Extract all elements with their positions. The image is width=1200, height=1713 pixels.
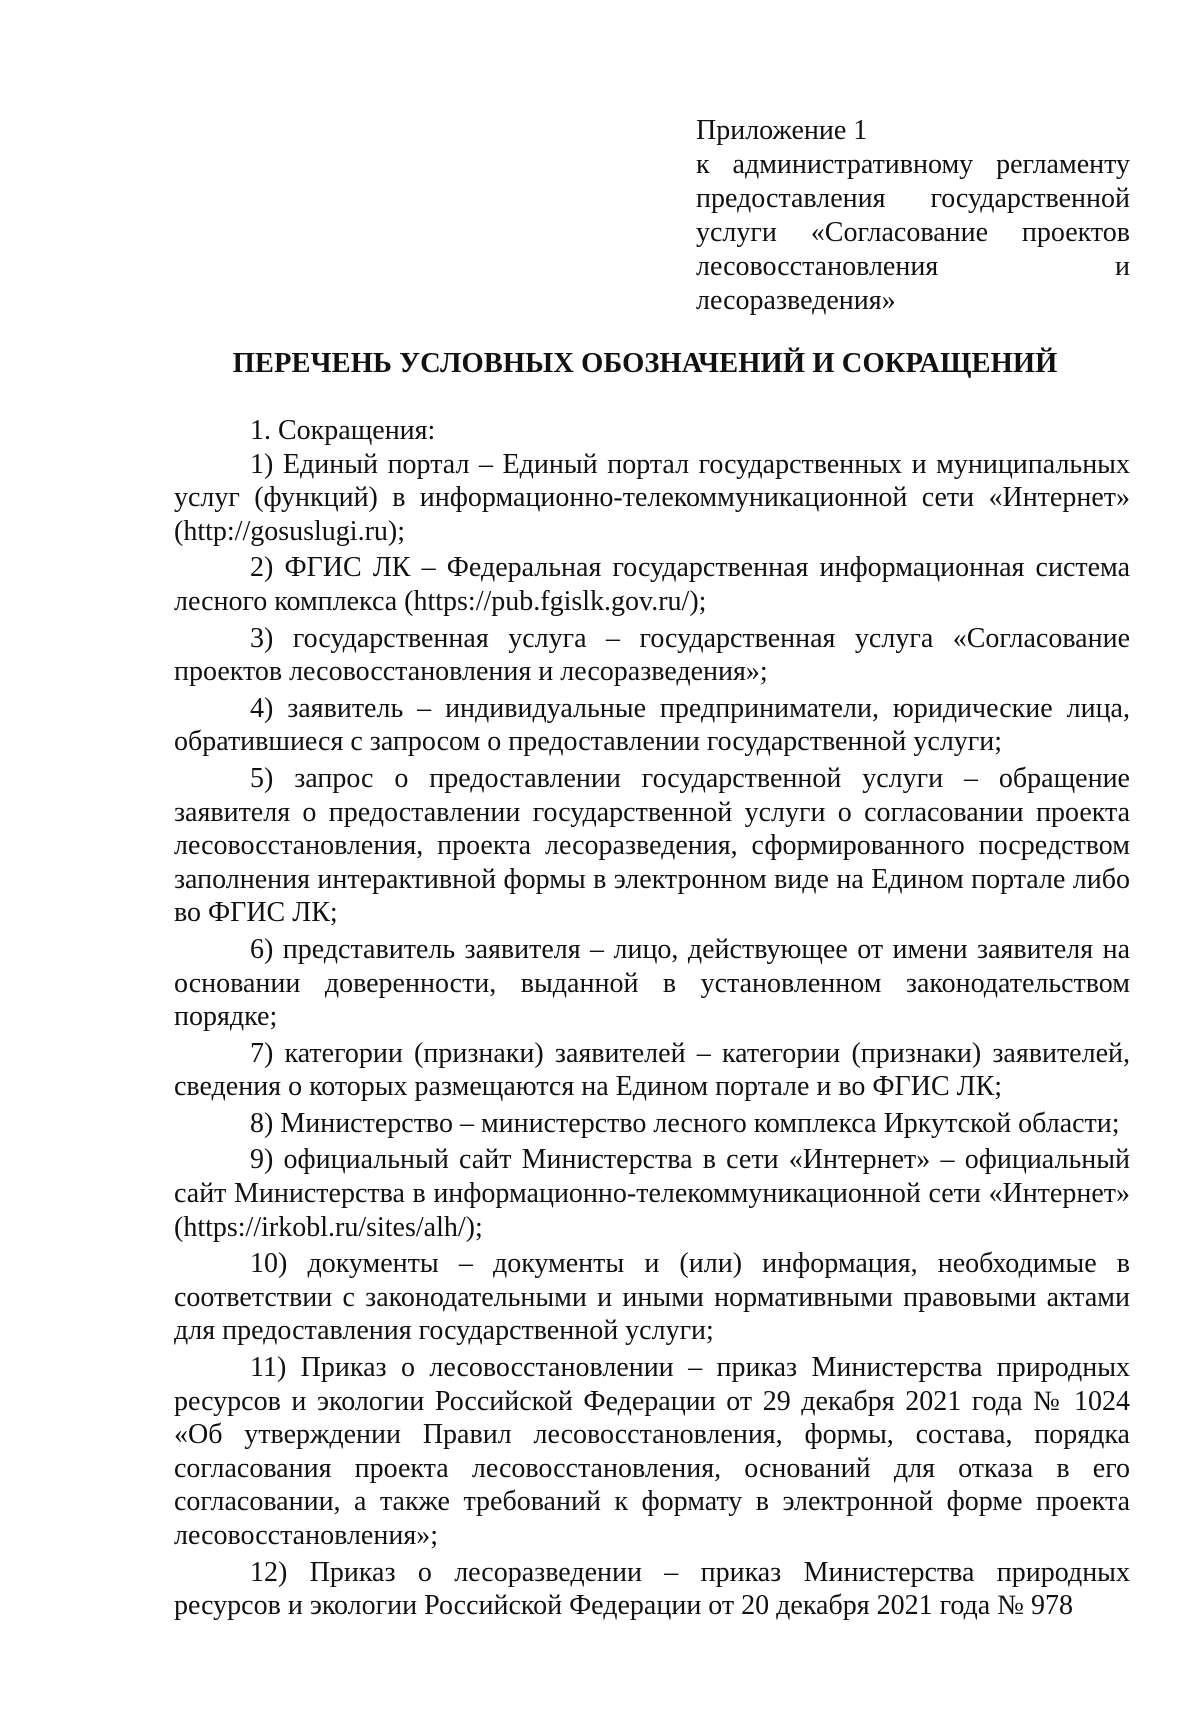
list-item: 6) представитель заявителя – лицо, действующее от имени заявителя на основании доверенности, выданной в установленном законодательством порядке; xyxy=(174,933,1130,1033)
list-item: 2) ФГИС ЛК – Федеральная государственная информационная система лесного комплекса (https://pub.fgislk.gov.ru/); xyxy=(174,552,1130,617)
list-item: 4) заявитель – индивидуальные предприниматели, юридические лица, обратившиеся с запросом о предоставлении государственной услуги; xyxy=(174,692,1130,758)
list-item: 11) Приказ о лесовосстановлении – приказ Министерства природных ресурсов и экологии Российской Федерации от 29 декабря 2021 года № 1024 «Об утверждении Правил лесовосстановления, формы, состава, порядка согласования проекта лесовосстановления, оснований для отказа в его согласовании, а также требований к формату в электронной форме проекта лесовосстановления»; xyxy=(174,1352,1130,1551)
document-body xyxy=(174,414,1130,1623)
list-item: 12) Приказ о лесоразведении – приказ Министерства природных ресурсов и экологии Российской Федерации от 20 декабря 2021 года № 978 xyxy=(174,1556,1130,1622)
appendix-label: Приложение 1 xyxy=(696,115,868,146)
list-item: 7) категории (признаки) заявителей – категории (признаки) заявителей, сведения о которых размещаются на Едином портале и во ФГИС ЛК; xyxy=(174,1037,1130,1103)
appendix-block xyxy=(696,114,1130,318)
list-item: 1) Единый портал – Единый портал государственных и муниципальных услуг (функций) в информационно-телекоммуникационной сети «Интернет» (http://gosuslugi.ru); xyxy=(174,448,1130,547)
section-heading: 1. Сокращения: xyxy=(250,415,436,446)
list-item: 5) запрос о предоставлении государственной услуги – обращение заявителя о предоставлении государственной услуги о согласовании проекта лесовосстановления, проекта лесоразведения, сформированного посредством заполнения интерактивной формы в электронном виде на Едином портале либо во ФГИС ЛК; xyxy=(174,762,1130,929)
document-title: ПЕРЕЧЕНЬ УСЛОВНЫХ ОБОЗНАЧЕНИЙ И СОКРАЩЕНИЙ xyxy=(232,348,1058,379)
list-item: 3) государственная услуга – государственная услуга «Согласование проектов лесовосстановления и лесоразведения»; xyxy=(174,622,1130,688)
list-item: 9) официальный сайт Министерства в сети «Интернет» – официальный сайт Министерства в информационно-телекоммуникационной сети «Интернет» (https://irkobl.ru/sites/alh/); xyxy=(174,1144,1130,1243)
list-item: 8) Министерство – министерство лесного комплекса Иркутской области; xyxy=(250,1107,1120,1139)
list-item: 10) документы – документы и (или) информация, необходимые в соответствии с законодательными и иными нормативными правовыми актами для предоставления государственной услуги; xyxy=(174,1248,1130,1347)
appendix-text: к административному регламенту предоставления государственной услуги «Согласование проектов лесовосстановления и лесоразведения» xyxy=(696,149,1130,316)
